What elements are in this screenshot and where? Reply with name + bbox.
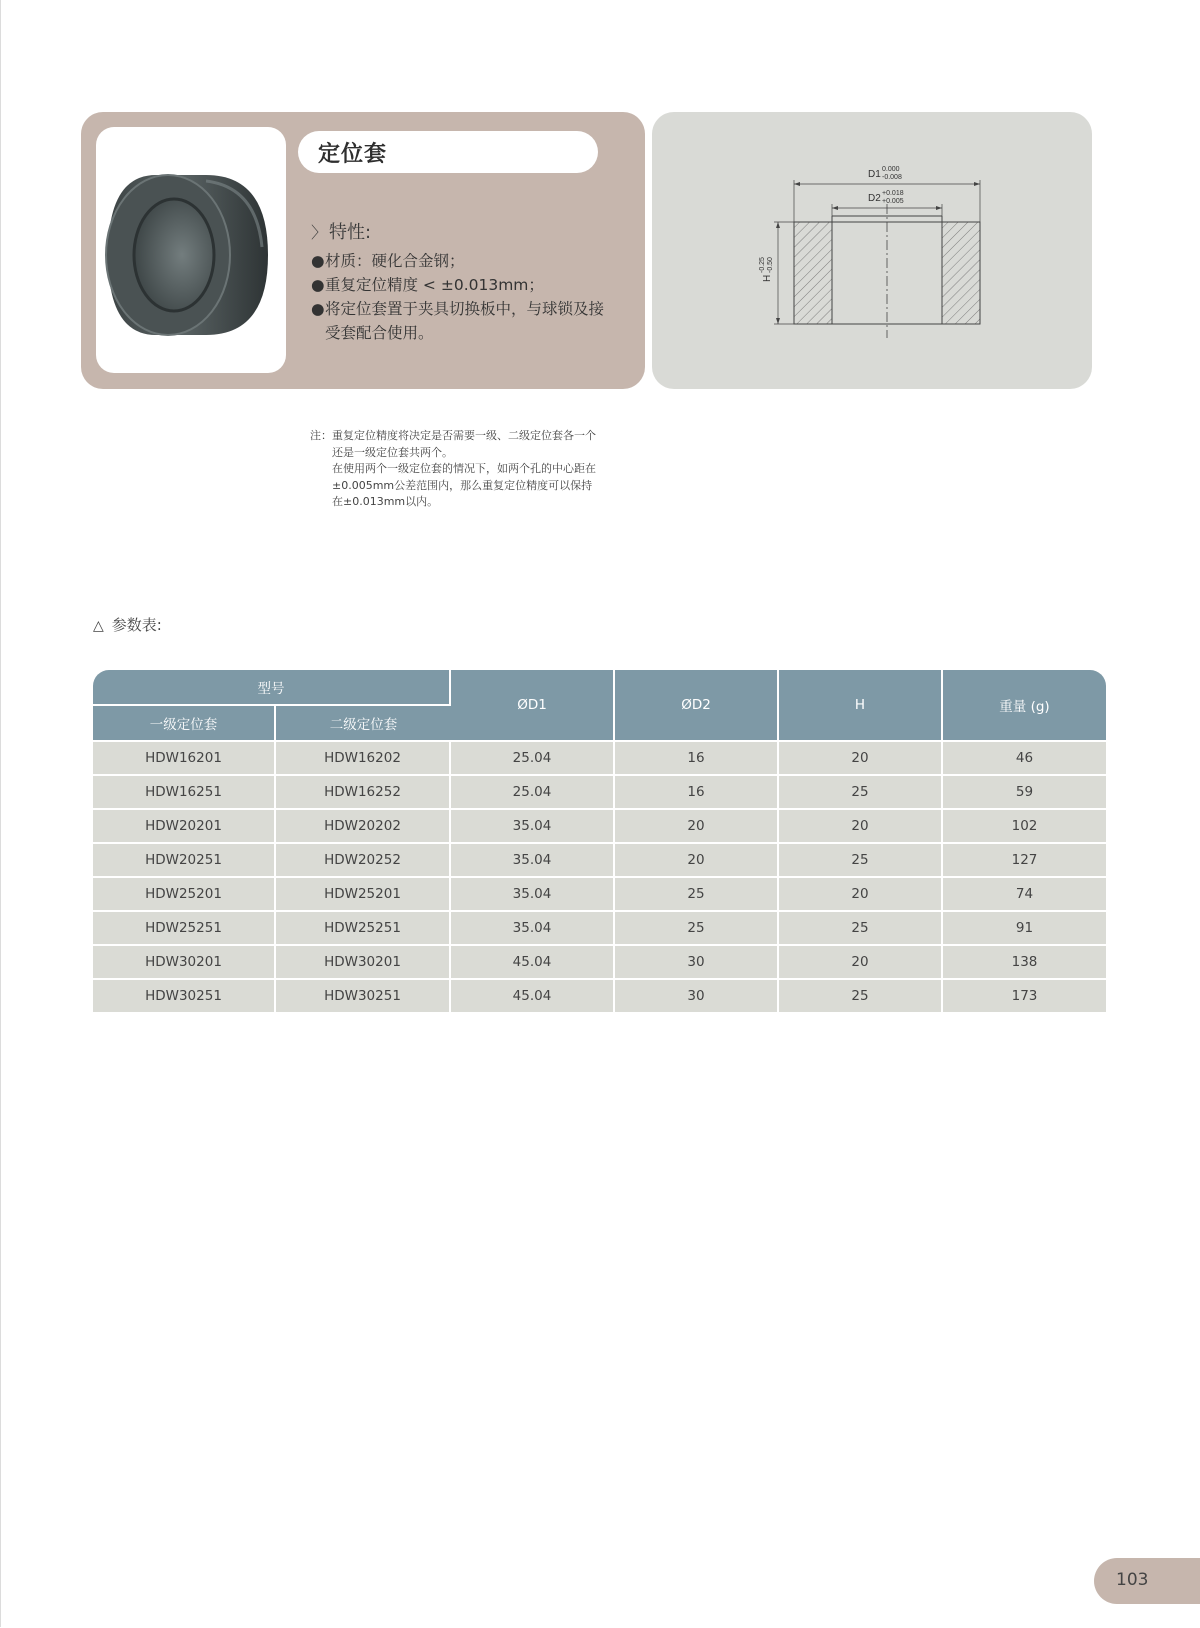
product-title: 定位套 (318, 142, 388, 167)
table-cell: HDW20251 (93, 844, 276, 878)
column-header-secondary: 二级定位套 (276, 706, 451, 742)
table-cell: HDW25251 (93, 912, 276, 946)
table-cell: 20 (779, 742, 943, 776)
note-line: 重复定位精度将决定是否需要一级、二级定位套各一个还是一级定位套共两个。 (332, 429, 596, 459)
table-cell: HDW20202 (276, 810, 451, 844)
params-heading (93, 614, 162, 635)
technical-drawing-panel (652, 112, 1092, 389)
table-cell: 74 (943, 878, 1106, 912)
table-cell: 20 (779, 810, 943, 844)
table-cell: HDW30201 (276, 946, 451, 980)
table-cell: 25.04 (451, 742, 615, 776)
table-cell: 127 (943, 844, 1106, 878)
table-cell: 46 (943, 742, 1106, 776)
table-cell: 35.04 (451, 810, 615, 844)
table-row (93, 912, 1106, 946)
page-number: 103 (1116, 1570, 1149, 1590)
table-cell: 25 (779, 776, 943, 810)
triangle-outline-icon: △ (93, 618, 104, 634)
table-cell: 16 (615, 776, 779, 810)
column-header-primary: 一级定位套 (93, 706, 276, 742)
table-cell: HDW16251 (93, 776, 276, 810)
note-prefix: 注： (310, 429, 332, 442)
page-number-tab (1094, 1558, 1200, 1604)
d1-tol-upper: 0.000 (882, 166, 900, 173)
model-group-header: 型号 (93, 670, 451, 706)
spec-table (93, 670, 1106, 1014)
table-cell: 35.04 (451, 844, 615, 878)
feature-text: 重复定位精度 < ±0.013mm； (325, 276, 544, 294)
table-row (93, 810, 1106, 844)
table-cell: 25 (615, 878, 779, 912)
table-cell: 45.04 (451, 946, 615, 980)
d1-tol-lower: -0.008 (882, 174, 902, 181)
column-header-d2: ØD2 (615, 670, 779, 742)
title-pill (298, 131, 598, 173)
table-cell: 25.04 (451, 776, 615, 810)
note-block (310, 428, 600, 511)
features-heading-text: 特性: (329, 222, 372, 243)
d2-tol-lower: +0.005 (882, 198, 904, 205)
feature-text: 材质：硬化合金钢； (325, 252, 465, 270)
feature-list (311, 249, 611, 345)
table-cell: 25 (779, 980, 943, 1014)
feature-text: 将定位套置于夹具切换板中，与球锁及接受套配合使用。 (325, 300, 605, 342)
table-cell: 35.04 (451, 912, 615, 946)
table-cell: HDW25251 (276, 912, 451, 946)
feature-item (311, 249, 611, 273)
d2-tol-upper: +0.018 (882, 190, 904, 197)
table-cell: 30 (615, 946, 779, 980)
h-tol-upper: -0.25 (759, 257, 766, 273)
table-cell: 20 (615, 844, 779, 878)
table-cell: HDW16201 (93, 742, 276, 776)
table-cell: 59 (943, 776, 1106, 810)
table-cell: HDW30201 (93, 946, 276, 980)
table-cell: 138 (943, 946, 1106, 980)
note-row (310, 428, 600, 461)
bullet-icon: ● (311, 252, 325, 270)
bullet-icon: ● (311, 276, 325, 294)
table-row (93, 776, 1106, 810)
table-row (93, 844, 1106, 878)
params-heading-text: 参数表: (111, 616, 162, 634)
d2-label: D2 (868, 193, 881, 204)
table-cell: HDW25201 (276, 878, 451, 912)
table-cell: HDW16252 (276, 776, 451, 810)
bullet-icon: ● (311, 300, 325, 318)
table-cell: HDW25201 (93, 878, 276, 912)
table-body (93, 742, 1106, 1014)
h-tol-lower: -0.50 (767, 257, 774, 273)
h-label: H (762, 274, 773, 282)
table-cell: 20 (779, 878, 943, 912)
table-cell: 20 (779, 946, 943, 980)
column-header-weight: 重量 (g) (943, 670, 1106, 742)
table-cell: 25 (779, 912, 943, 946)
table-cell: 16 (615, 742, 779, 776)
column-header-h: H (779, 670, 943, 742)
table-cell: HDW30251 (93, 980, 276, 1014)
table-cell: HDW20252 (276, 844, 451, 878)
table-row (93, 878, 1106, 912)
feature-item (311, 273, 611, 297)
table-cell: 25 (615, 912, 779, 946)
table-row (93, 980, 1106, 1014)
features-heading (311, 218, 371, 244)
table-cell: 25 (779, 844, 943, 878)
table-cell: HDW20201 (93, 810, 276, 844)
table-row (93, 946, 1106, 980)
note-line: 在使用两个一级定位套的情况下，如两个孔的中心距在±0.005mm公差范围内，那么重复定位精度可以保持在±0.013mm以内。 (332, 462, 596, 508)
table-cell: 91 (943, 912, 1106, 946)
table-cell: 30 (615, 980, 779, 1014)
note-row (310, 461, 600, 511)
feature-item (311, 297, 611, 345)
bushing-photo (96, 127, 286, 373)
table-row (93, 742, 1106, 776)
product-photo-card (96, 127, 286, 373)
table-cell: HDW16202 (276, 742, 451, 776)
table-cell: 173 (943, 980, 1106, 1014)
d1-label: D1 (868, 169, 881, 180)
table-cell: 102 (943, 810, 1106, 844)
chevron-right-icon: 〉 (311, 223, 328, 242)
bushing-cross-section-drawing (652, 112, 1092, 389)
table-cell: 20 (615, 810, 779, 844)
column-header-d1: ØD1 (451, 670, 615, 742)
table-cell: HDW30251 (276, 980, 451, 1014)
table-cell: 35.04 (451, 878, 615, 912)
table-cell: 45.04 (451, 980, 615, 1014)
product-panel (81, 112, 645, 389)
